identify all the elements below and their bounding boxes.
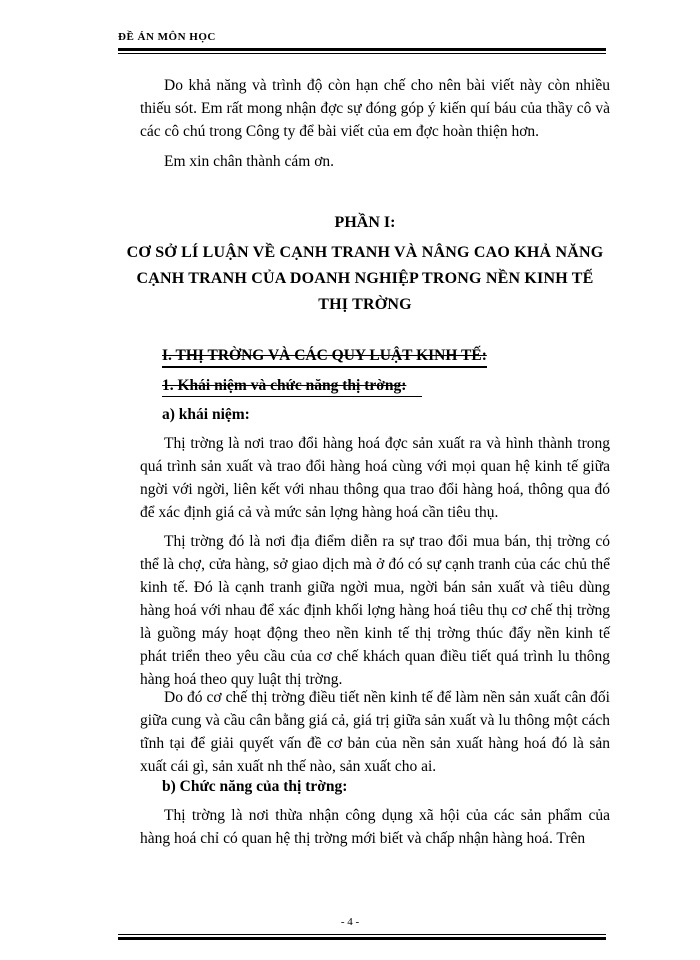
thanks-paragraph: Em xin chân thành cám ơn. [164,153,335,170]
running-header: ĐỀ ÁN MÔN HỌC [118,31,216,43]
market-definition-paragraph: Thị trờng là nơi trao đổi hàng hoá đợc sản xuất ra và hình thành trong quá trình sản xuất và trao đổi hàng hoá cùng với mọi quan hệ kinh tế giữa ngời với ngời, liên kết với nhau thông qua trao đổi hàng hoá, thông qua đó để xác định giá cả và mức sản lợng hàng hoá cần tiêu thụ. [140,435,610,521]
market-function-paragraph: Thị trờng là nơi thừa nhận công dụng xã hội của các sản phẩm của hàng hoá chỉ có quan hệ thị trờng mới biết và chấp nhận hàng hoá. Trên [140,807,610,847]
section-heading: I. THỊ TRỜNG VÀ CÁC QUY LUẬT KINH TẾ: [162,346,487,368]
subsection-heading: 1. Khái niệm và chức năng thị trờng: [162,376,422,397]
function-heading: b) Chức năng của thị trờng: [162,778,348,795]
part-title: CƠ SỞ LÍ LUẬN VỀ CẠNH TRANH VÀ NÂNG CAO KHẢ NĂNG CẠNH TRANH CỦA DOANH NGHIỆP TRONG NỀN KINH TẾ THỊ TRỜNG [126,244,604,313]
header-rule-thick [118,48,606,51]
intro-paragraph: Do khả năng và trình độ còn hạn chế cho nên bài viết này còn nhiều thiếu sót. Em rất mong nhận đợc sự đóng góp ý kiến quí báu của thầy cô và các cô chú trong Công ty để bài viết của em đợc hoàn thiện hơn. [140,77,610,140]
footer-rule-thin [118,934,606,935]
footer-rule-thick [118,937,606,940]
market-place-paragraph: Thị trờng đó là nơi địa điểm diễn ra sự trao đổi mua bán, thị trờng có thể là chợ, cửa hàng, sở giao dịch mà ở đó có sự cạnh tranh của các chủ thể kinh tế. Đó là cạnh tranh giữa ngời mua, ngời bán sản xuất và tiêu dùng hàng hoá với nhau để xác định khối lợng hàng hoá tiêu thụ cơ chế thị trờng là guồng máy hoạt động theo nền kinh tế thị trờng thúc đẩy nền kinh tế phát triển theo yêu cầu của cơ chế khách quan điều tiết quá trình lu thông hàng hoá theo quy luật thị trờng. [140,533,610,688]
concept-heading: a) khái niệm: [162,406,250,423]
part-number: PHẦN I: [334,214,396,231]
header-rule-thin [118,53,606,54]
page-number: - 4 - [340,916,360,928]
market-mechanism-paragraph: Do đó cơ chế thị trờng điều tiết nền kinh tế để làm nền sản xuất cân đối giữa cung và cầu cân bằng giá cả, giá trị giữa sản xuất và lu thông một cách tĩnh tại để giải quyết vấn đề cơ bản của nền sản xuất hàng hoá đó là sản xuất cái gì, sản xuất nh thế nào, sản xuất cho ai. [140,689,610,775]
